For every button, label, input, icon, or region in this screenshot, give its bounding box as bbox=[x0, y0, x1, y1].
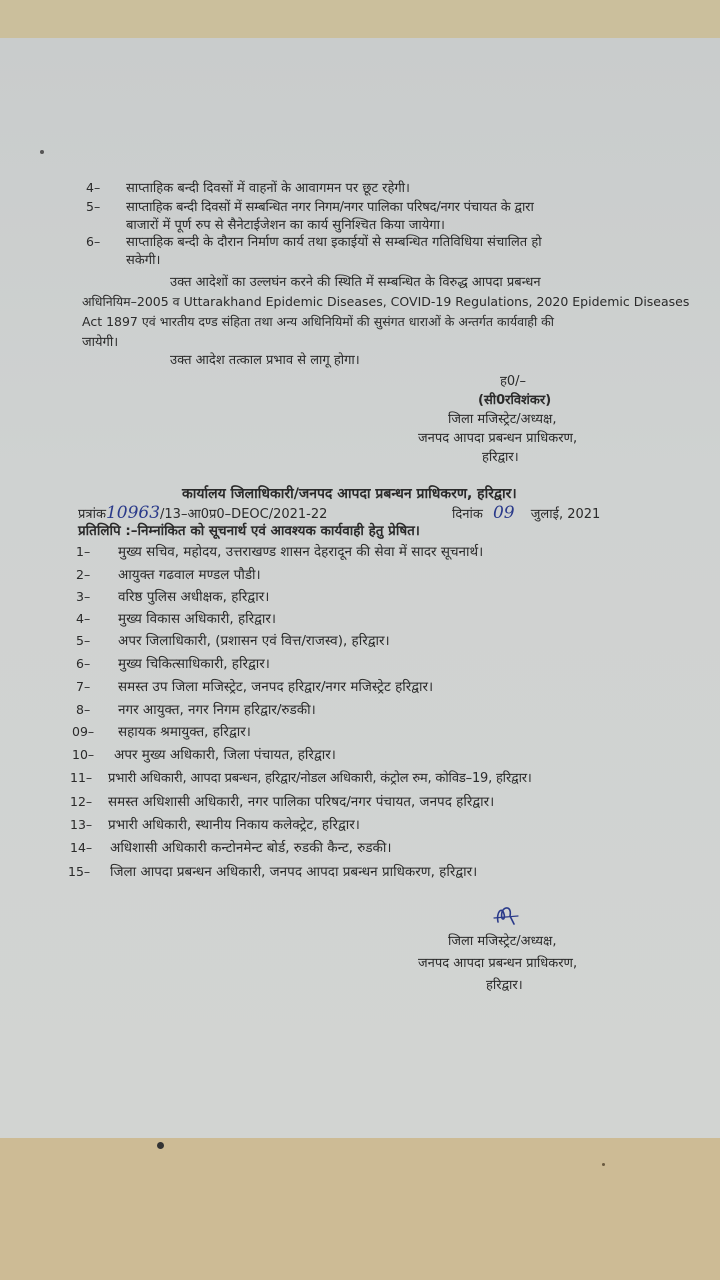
condition-number: 5– bbox=[86, 199, 101, 214]
recipient-number: 8– bbox=[76, 702, 91, 717]
reference-line bbox=[78, 503, 327, 523]
recipient-number: 7– bbox=[76, 679, 91, 694]
recipient-item: अपर जिलाधिकारी, (प्रशासन एवं वित्त/राजस्व), हरिद्वार। bbox=[118, 633, 390, 649]
recipient-item: मुख्य चिकित्साधिकारी, हरिद्वार। bbox=[118, 656, 270, 672]
recipient-item: प्रभारी अधिकारी, आपदा प्रबन्धन, हरिद्वार/नोडल अधिकारी, कंट्रोल रुम, कोविड–19, हरिद्वार। bbox=[108, 771, 532, 786]
condition-line: बाजारों में पूर्ण रुप से सैनेटाईजेशन का कार्य सुनिश्चित किया जायेगा। bbox=[126, 218, 445, 233]
recipient-number: 13– bbox=[70, 817, 93, 832]
handwritten-signature bbox=[492, 902, 522, 928]
recipient-item: समस्त उप जिला मजिस्ट्रेट, जनपद हरिद्वार/नगर मजिस्ट्रेट हरिद्वार। bbox=[118, 679, 434, 695]
recipient-number: 4– bbox=[76, 611, 91, 626]
recipient-item: नगर आयुक्त, नगर निगम हरिद्वार/रुडकी। bbox=[118, 702, 316, 718]
recipient-item: सहायक श्रमायुक्त, हरिद्वार। bbox=[118, 724, 251, 740]
recipient-number: 6– bbox=[76, 656, 91, 671]
recipient-item: आयुक्त गढवाल मण्डल पौडी। bbox=[118, 567, 261, 583]
reference-prefix: प्रत्रांक bbox=[78, 507, 106, 522]
recipient-number: 2– bbox=[76, 567, 91, 582]
condition-line: साप्ताहिक बन्दी के दौरान निर्माण कार्य तथा इकाईयों से सम्बन्धित गतिविधिया संचालित हो bbox=[126, 235, 542, 250]
table-surface bbox=[0, 1138, 720, 1280]
effect-line: उक्त आदेश तत्काल प्रभाव से लागू होगा। bbox=[170, 353, 360, 368]
reference-number-handwritten: 10963 bbox=[105, 503, 161, 523]
paper-speck bbox=[40, 150, 44, 154]
recipient-number: 14– bbox=[70, 840, 93, 855]
recipient-item: अपर मुख्य अधिकारी, जिला पंचायत, हरिद्वार। bbox=[114, 747, 336, 763]
surface-speck bbox=[157, 1142, 164, 1149]
date-line bbox=[452, 503, 600, 523]
surface-speck bbox=[602, 1163, 605, 1166]
recipient-item: वरिष्ठ पुलिस अधीक्षक, हरिद्वार। bbox=[118, 589, 270, 605]
date-day-handwritten: 09 bbox=[492, 503, 515, 523]
recipient-number: 3– bbox=[76, 589, 91, 604]
recipient-item: समस्त अधिशासी अधिकारी, नगर पालिका परिषद/नगर पंचायत, जनपद हरिद्वार। bbox=[108, 794, 495, 810]
condition-number: 4– bbox=[86, 180, 101, 195]
penalty-line: अधिनियिम–2005 व Uttarakhand Epidemic Diseases, COVID-19 Regulations, 2020 Epidemic Diseases bbox=[82, 294, 690, 309]
recipient-number: 11– bbox=[70, 770, 93, 785]
signatory-name: (सी0रविशंकर) bbox=[478, 393, 552, 408]
recipient-number: 12– bbox=[70, 794, 93, 809]
penalty-line: Act 1897 एवं भारतीय दण्ड संहिता तथा अन्य अधिनियिमों की सुसंगत धाराओं के अन्तर्गत कार्यवाही की bbox=[82, 314, 554, 329]
signatory-designation: जिला मजिस्ट्रेट/अध्यक्ष, bbox=[448, 412, 557, 427]
recipient-item: अधिशासी अधिकारी कन्टोनमेन्ट बोर्ड, रुडकी कैन्ट, रुडकी। bbox=[110, 840, 392, 856]
condition-line: सकेगी। bbox=[126, 253, 161, 268]
signatory-place: हरिद्वार। bbox=[482, 450, 519, 465]
signatory-authority: जनपद आपदा प्रबन्धन प्राधिकरण, bbox=[418, 431, 578, 446]
penalty-line: उक्त आदेशों का उल्लघंन करने की स्थिति में सम्बन्धित के विरुद्ध आपदा प्रबन्धन bbox=[170, 275, 541, 290]
signatory-designation: जिला मजिस्ट्रेट/अध्यक्ष, bbox=[448, 934, 557, 949]
recipient-item: प्रभारी अधिकारी, स्थानीय निकाय कलेक्ट्रेट, हरिद्वार। bbox=[108, 817, 360, 833]
penalty-line: जायेगी। bbox=[82, 335, 119, 350]
recipient-number: 5– bbox=[76, 633, 91, 648]
signatory-place: हरिद्वार। bbox=[486, 978, 523, 993]
recipient-number: 10– bbox=[72, 747, 95, 762]
recipient-number: 15– bbox=[68, 864, 91, 879]
signatory-authority: जनपद आपदा प्रबन्धन प्राधिकरण, bbox=[418, 956, 578, 971]
recipient-item: जिला आपदा प्रबन्धन अधिकारी, जनपद आपदा प्रबन्धन प्राधिकरण, हरिद्वार। bbox=[110, 864, 478, 880]
copy-heading: प्रतिलिपि :–निम्नांकित को सूचनार्थ एवं आवश्यक कार्यवाही हेतु प्रेषित। bbox=[78, 523, 420, 539]
date-label: दिनांक bbox=[452, 507, 483, 522]
office-heading: कार्यालय जिलाधिकारी/जनपद आपदा प्रबन्धन प्राधिकरण, हरिद्वार। bbox=[182, 486, 517, 502]
condition-number: 6– bbox=[86, 234, 101, 249]
recipient-number: 1– bbox=[76, 544, 91, 559]
signed-mark: ह0/– bbox=[500, 374, 527, 389]
recipient-item: मुख्य सचिव, महोदय, उत्तराखण्ड शासन देहरादून की सेवा में सादर सूचनार्थ। bbox=[118, 544, 484, 560]
condition-line: साप्ताहिक बन्दी दिवसों में वाहनों के आवागमन पर छूट रहेगी। bbox=[126, 181, 410, 196]
date-rest: जुलाई, 2021 bbox=[530, 507, 601, 522]
recipient-number: 09– bbox=[72, 724, 95, 739]
reference-suffix: /13–आ0प्र0–DEOC/2021-22 bbox=[160, 507, 328, 522]
condition-line: साप्ताहिक बन्दी दिवसों में सम्बन्धित नगर निगम/नगर पालिका परिषद/नगर पंचायत के द्वारा bbox=[126, 200, 534, 215]
recipient-item: मुख्य विकास अधिकारी, हरिद्वार। bbox=[118, 611, 277, 627]
